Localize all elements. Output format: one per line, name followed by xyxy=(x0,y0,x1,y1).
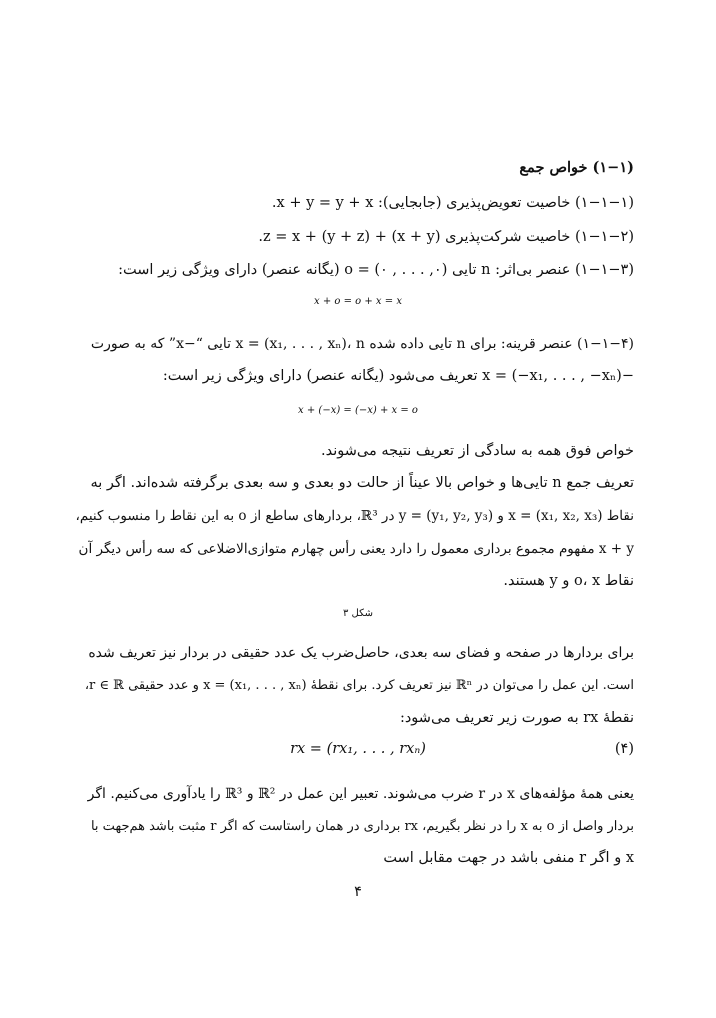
scalar-equation-row xyxy=(82,741,634,761)
equation-number: (۴) xyxy=(614,741,634,757)
paragraph1-line3: نقاط x = (x₁, x₂, x₃) و y = (y₁, y₂, y₃) در ℝ³، بردارهای ساطع از o به این نقاط را منسوب کنیم، xyxy=(75,508,634,524)
figure-caption: شکل ۳ xyxy=(342,608,374,619)
paragraph1-line5: نقاط o، x و y هستند. xyxy=(503,573,634,589)
paragraph1-line2: تعریف جمع n تایی‌ها و خواص بالا عیناً از حالت دو بعدی و سه بعدی برگرفته شده‌اند. اگر به xyxy=(90,475,634,491)
item-inverse-line2: −x = (−x₁, . . . , −xₙ) تعریف می‌شود (یگانه عنصر) دارای ویژگی زیر است: xyxy=(162,368,634,384)
paragraph1-line4: x + y مفهوم مجموع برداری معمول را دارد یعنی رأس چهارم متوازی‌الاضلاعی که سه رأس دیگر آن xyxy=(78,541,634,557)
page-number: ۴ xyxy=(354,884,362,900)
section-title: (۱−۱) خواص جمع xyxy=(519,159,634,176)
inverse-equation: x + (−x) = (−x) + x = o xyxy=(298,405,418,416)
paragraph3-line2: بردار واصل از o به x را در نظر بگیریم، rx برداری در همان راستاست که اگر r مثبت باشد هم‌جهت با xyxy=(90,819,634,834)
item-associative: (۱−۱−۲) خاصیت شرکت‌پذیری (x + y) + z = x + (y + z). xyxy=(258,229,634,245)
item-commutative: (۱−۱−۱) خاصیت تعویض‌پذیری (جابجایی): x + y = y + x. xyxy=(271,195,634,211)
item-identity: (۱−۱−۳) عنصر بی‌اثر: n تایی (۰, . . . , ۰) = o (یگانه عنصر) دارای ویژگی زیر است: xyxy=(118,262,634,278)
paragraph3-line1: یعنی همهٔ مؤلفه‌های x در r ضرب می‌شوند. تعبیر این عمل در ℝ² و ℝ³ را یادآوری می‌کنیم. اگر xyxy=(87,786,634,802)
paragraph3-line3: x و اگر r منفی باشد در جهت مقابل است xyxy=(383,850,634,866)
item-inverse-line1: (۱−۱−۴) عنصر قرینه: برای n تایی داده شده x = (x₁, . . . , xₙ)، n تایی “−x” که به صورت xyxy=(90,336,634,352)
identity-equation: x + o = o + x = x xyxy=(314,296,402,307)
scalar-equation: rx = (rx₁, . . . , rxₙ) xyxy=(290,741,426,757)
paragraph2-line1: برای بردارها در صفحه و فضای سه بعدی، حاصل‌ضرب یک عدد حقیقی در بردار نیز تعریف شده xyxy=(88,645,634,661)
paragraph2-line2: است. این عمل را می‌توان در ℝⁿ نیز تعریف کرد. برای نقطهٔ x = (x₁, . . . , xₙ) و عدد حقیقی r ∈ ℝ، xyxy=(84,678,634,693)
paragraph2-line3: نقطهٔ rx به صورت زیر تعریف می‌شود: xyxy=(399,710,634,726)
paragraph1-line1: خواص فوق همه به سادگی از تعریف نتیجه می‌شوند. xyxy=(321,443,634,459)
